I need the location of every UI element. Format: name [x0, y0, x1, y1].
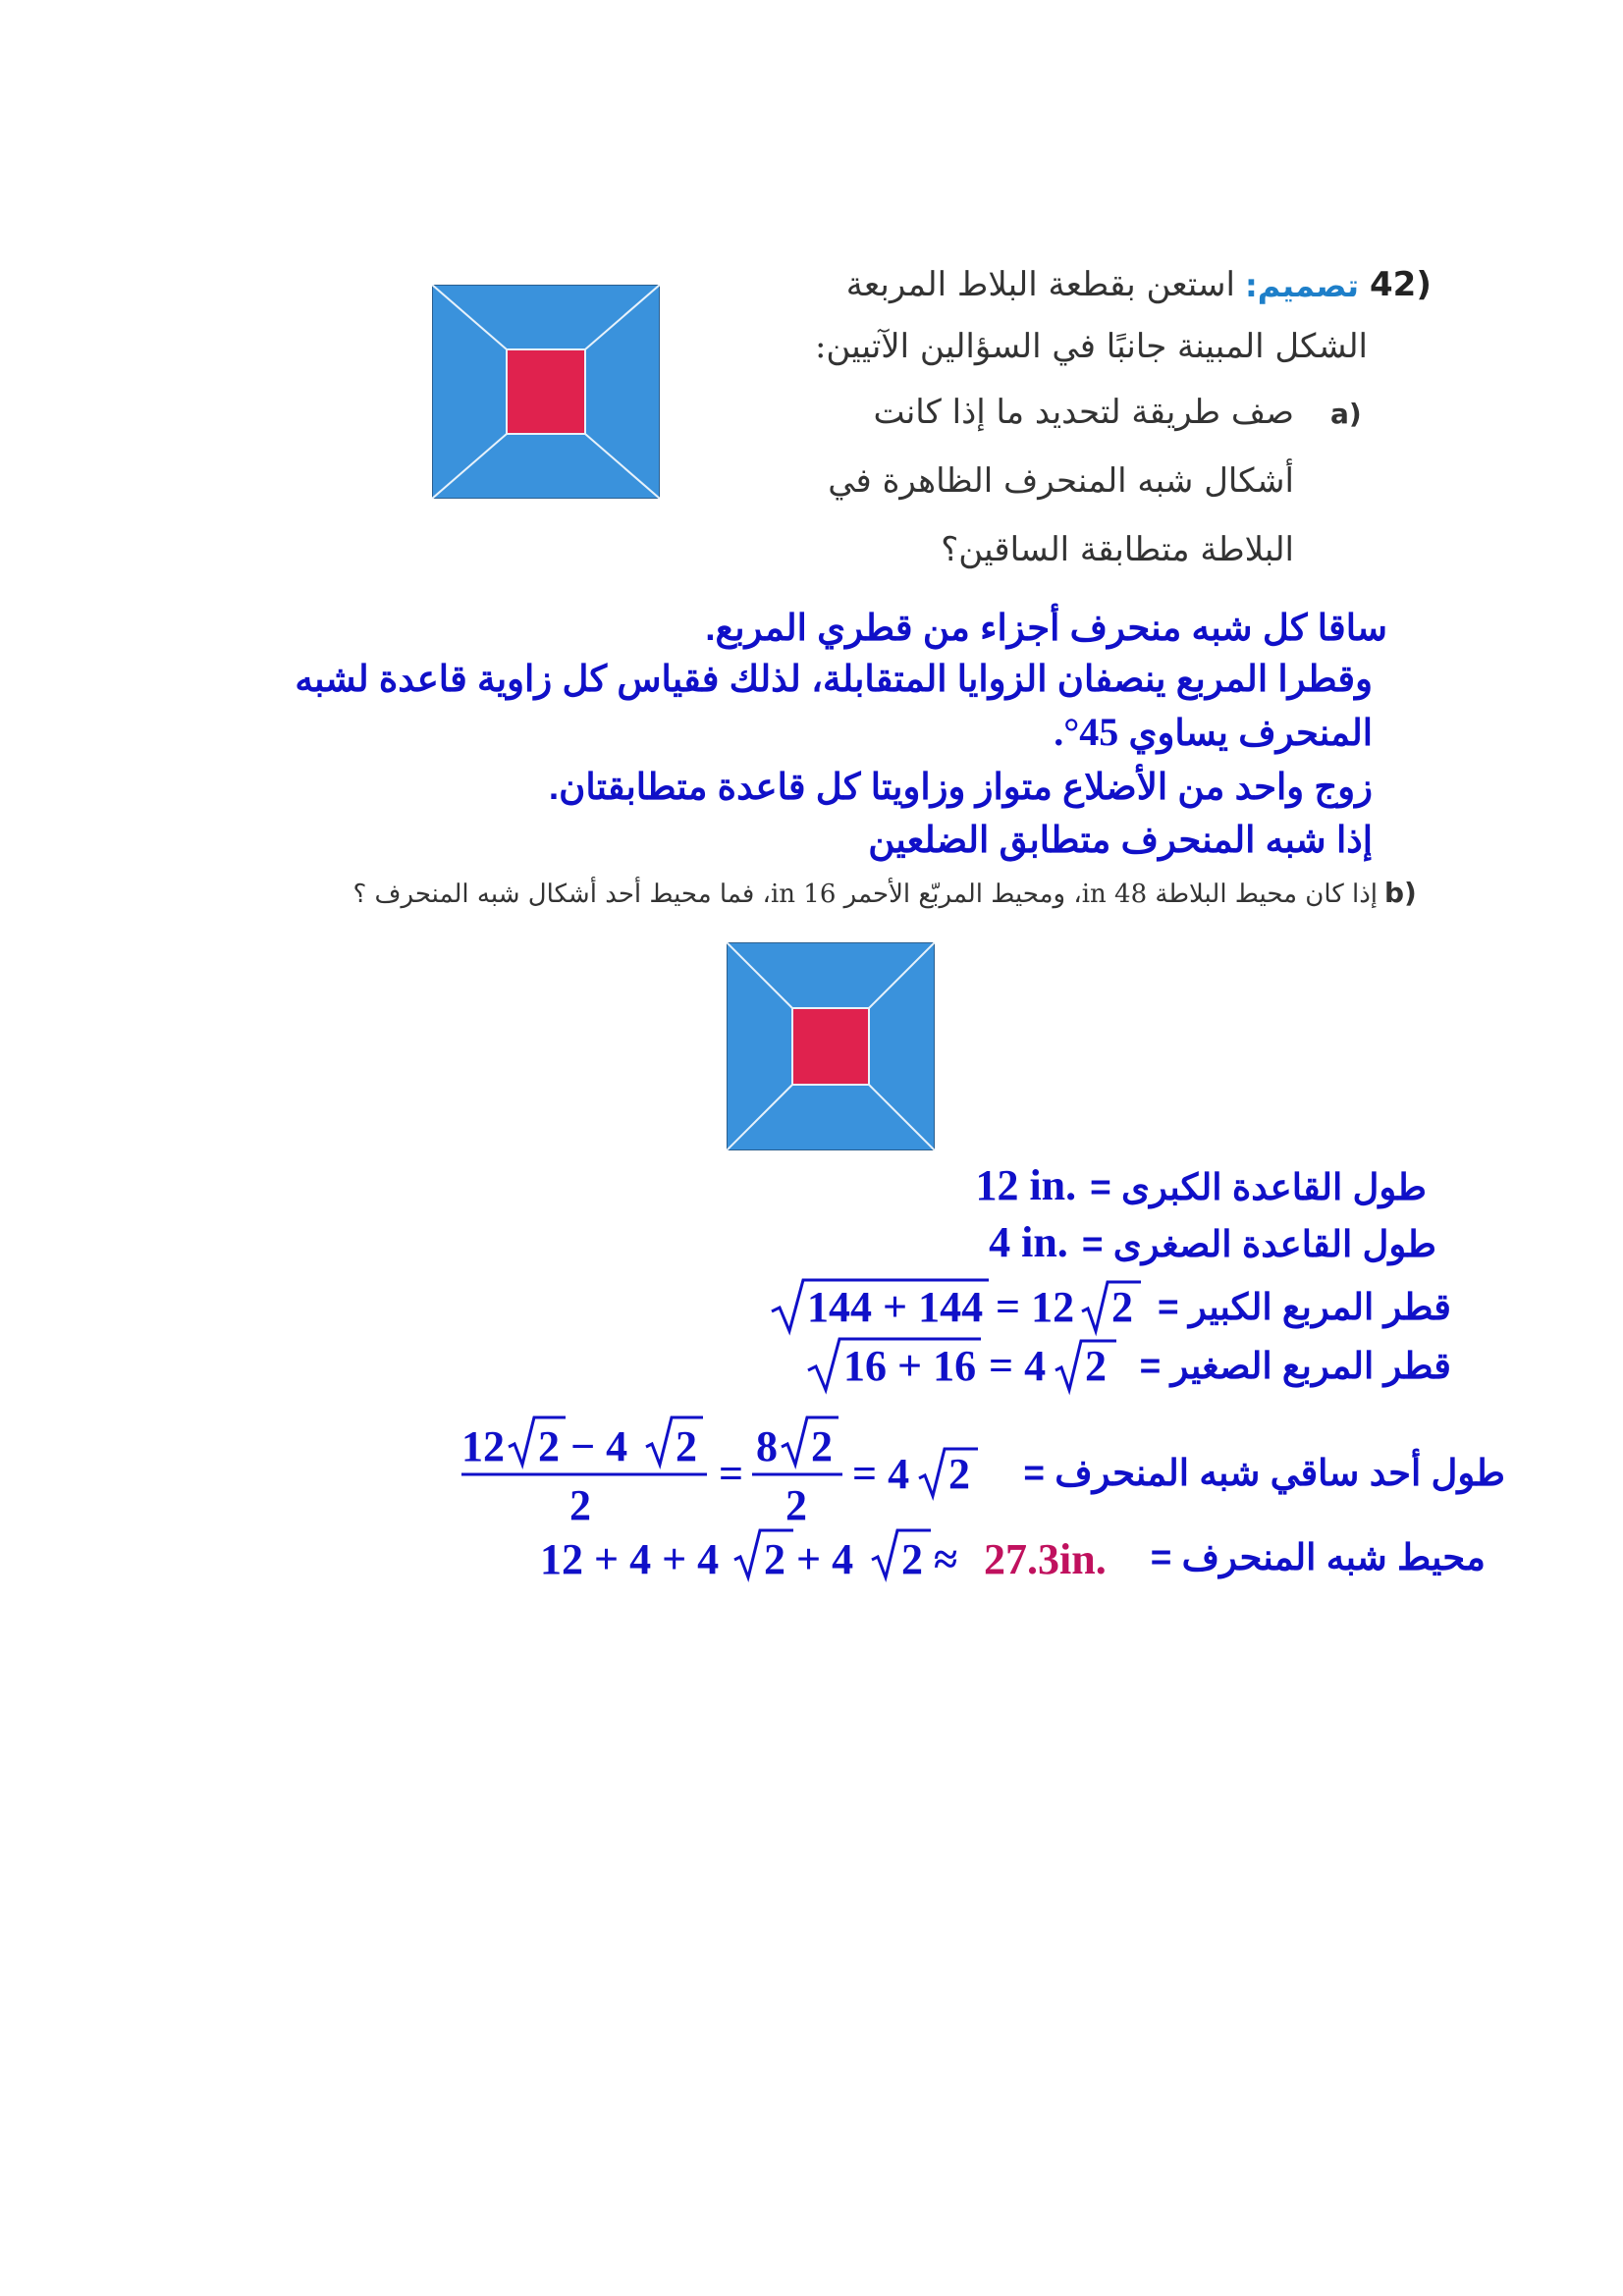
- svg-text:2: 2: [1111, 1283, 1134, 1331]
- answer-a-line2: وقطرا المربع ينصفان الزوايا المتقابلة، لذلك فقياس كل زاوية قاعدة لشبه: [295, 659, 1373, 699]
- question-intro-line1: استعن بقطعة البلاط المربعة: [845, 265, 1235, 304]
- svg-text:16 + 16: 16 + 16: [842, 1342, 976, 1390]
- svg-text:2 + 4: 2 + 4: [763, 1535, 853, 1583]
- svg-text:= 4: = 4: [988, 1342, 1046, 1390]
- question-number: 42): [1370, 265, 1432, 304]
- svg-text:2: 2: [569, 1481, 592, 1529]
- part-a-line2: أشكال شبه المنحرف الظاهرة في: [828, 461, 1294, 501]
- part-a-letter: a): [1330, 398, 1362, 430]
- part-b-text: إذا كان محيط البلاطة 48 in، ومحيط المربّع الأحمر 16 in، فما محيط أحد أشكال شبه المنحرف ؟: [352, 880, 1378, 909]
- short-base-row: [989, 1217, 1436, 1267]
- leg-length-row: [461, 1414, 1505, 1531]
- svg-text:2 ≈: 2 ≈: [900, 1535, 957, 1583]
- short-base-label: طول القاعدة الصغرى =: [1081, 1224, 1436, 1264]
- tile-figure-a: [432, 285, 660, 499]
- svg-text:12 + 4 + 4: 12 + 4 + 4: [539, 1535, 719, 1583]
- long-base-row: [975, 1160, 1427, 1210]
- question-intro-line2: الشكل المبينة جانبًا في السؤالين الآتيين:: [814, 327, 1368, 366]
- small-diagonal-label: قطر المربع الصغير =: [1139, 1345, 1451, 1386]
- leg-length-expression: [461, 1414, 1011, 1531]
- svg-text:= 4: = 4: [852, 1450, 910, 1498]
- big-diagonal-row: [768, 1276, 1451, 1337]
- svg-text:=: =: [719, 1450, 744, 1498]
- perimeter-row: [540, 1526, 1486, 1587]
- small-diagonal-expression: [804, 1335, 1128, 1396]
- question-keyword: تصميم:: [1245, 267, 1359, 304]
- answer-a-line3: [1054, 709, 1373, 755]
- small-diagonal-row: [804, 1335, 1451, 1396]
- svg-text:2: 2: [811, 1422, 834, 1470]
- long-base-value: 12 in.: [975, 1161, 1077, 1209]
- big-diagonal-expression: [768, 1276, 1146, 1337]
- answer-a-line3-text: المنحرف يساوي: [1128, 713, 1373, 753]
- answer-a-line1: ساقا كل شبه منحرف أجزاء من قطري المربع.: [705, 608, 1387, 648]
- tile-figure-b: [727, 942, 935, 1150]
- svg-text:= 12: = 12: [996, 1283, 1075, 1331]
- big-diagonal-label: قطر المربع الكبير =: [1158, 1286, 1451, 1327]
- svg-text:144 + 144: 144 + 144: [807, 1283, 984, 1331]
- perimeter-label: محيط شبه المنحرف =: [1150, 1536, 1486, 1577]
- long-base-label: طول القاعدة الكبرى =: [1090, 1167, 1427, 1207]
- svg-text:2 − 4: 2 − 4: [538, 1422, 628, 1470]
- part-a-line1: صف طريقة لتحديد ما إذا كانت: [873, 393, 1294, 432]
- short-base-value: 4 in.: [989, 1218, 1068, 1266]
- svg-text:2: 2: [676, 1422, 698, 1470]
- part-b-letter: b): [1384, 877, 1417, 909]
- angle-value: 45°.: [1054, 710, 1119, 754]
- answer-a-line4: زوج واحد من الأضلاع متواز وزاويتا كل قاعدة متطابقتان.: [548, 767, 1373, 807]
- svg-text:2: 2: [1084, 1342, 1107, 1390]
- svg-text:2: 2: [785, 1481, 808, 1529]
- answer-a-line5: إذا شبه المنحرف متطابق الضلعين: [868, 820, 1373, 860]
- svg-text:27.3in.: 27.3in.: [983, 1535, 1107, 1583]
- svg-text:12: 12: [461, 1422, 506, 1470]
- svg-text:8: 8: [756, 1422, 779, 1470]
- part-a-line3: البلاطة متطابقة الساقين؟: [941, 530, 1294, 569]
- leg-length-label: طول أحد ساقي شبه المنحرف =: [1023, 1452, 1505, 1493]
- svg-text:2: 2: [948, 1450, 971, 1498]
- perimeter-expression: [540, 1526, 1139, 1587]
